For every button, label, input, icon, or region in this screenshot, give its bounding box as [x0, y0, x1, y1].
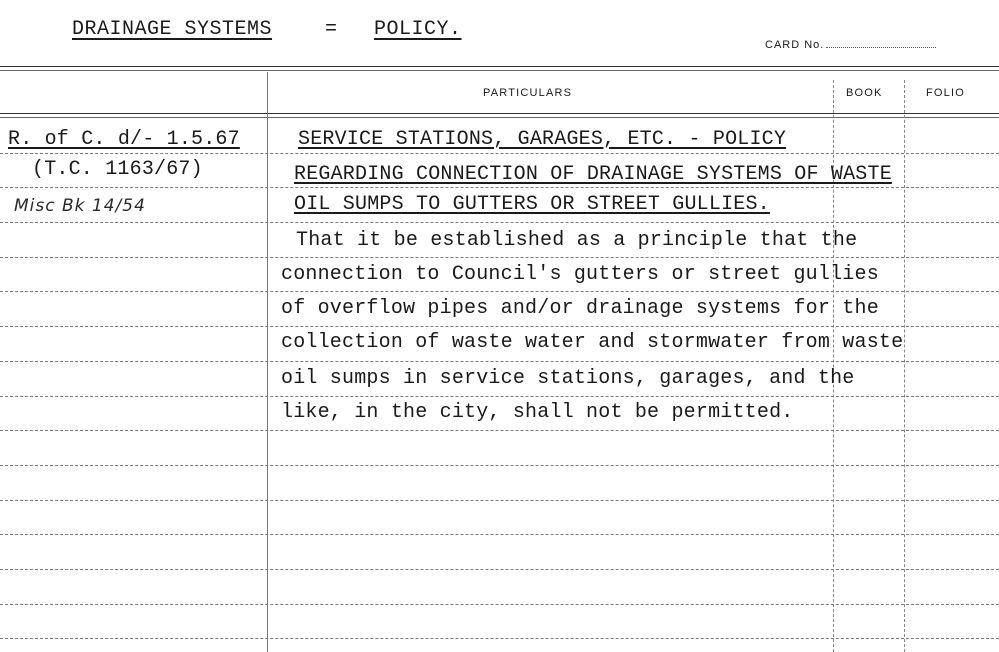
town-clerk-reference: (T.C. 1163/67) [32, 158, 203, 181]
folio-column-divider [904, 80, 905, 652]
ruled-line [0, 500, 999, 501]
ruled-line [0, 153, 999, 154]
ruled-line [0, 638, 999, 639]
particulars-line-7: collection of waste water and stormwater from waste [281, 331, 904, 354]
handwritten-book-reference: Misc Bk 14/54 [14, 196, 146, 216]
header-rule-secondary [0, 117, 999, 118]
card-title-subject: DRAINAGE SYSTEMS [72, 18, 273, 41]
folio-header: FOLIO [926, 87, 966, 99]
council-resolution-reference: R. of C. d/- 1.5.67 [8, 128, 240, 151]
particulars-line-6: of overflow pipes and/or drainage systems for the [281, 297, 879, 320]
top-rule [0, 66, 999, 67]
ruled-line [0, 291, 999, 292]
ruled-line [0, 257, 999, 258]
particulars-line-5: connection to Council's gutters or street gullies [281, 263, 879, 286]
ruled-line [0, 396, 999, 397]
book-header: BOOK [846, 87, 883, 99]
ruled-line [0, 222, 999, 223]
particulars-line-8: oil sumps in service stations, garages, and the [281, 367, 855, 390]
particulars-header: PARTICULARS [483, 87, 573, 99]
ruled-line [0, 534, 999, 535]
ruled-line [0, 465, 999, 466]
ruled-line [0, 187, 999, 188]
ruled-line [0, 326, 999, 327]
particulars-line-9: like, in the city, shall not be permitted. [281, 401, 794, 424]
ruled-line [0, 604, 999, 605]
title-separator: = [325, 18, 338, 41]
ruled-line [0, 430, 999, 431]
ruled-line [0, 569, 999, 570]
card-number-label: CARD No. [765, 39, 825, 51]
card-number-field [765, 38, 936, 51]
card-title-type: POLICY. [374, 18, 462, 41]
top-rule-secondary [0, 70, 999, 71]
particulars-line-1: SERVICE STATIONS, GARAGES, ETC. - POLICY [298, 128, 787, 151]
ruled-line [0, 361, 999, 362]
particulars-line-4: That it be established as a principle that the [296, 229, 858, 252]
card-number-blank [826, 38, 936, 48]
particulars-line-2: REGARDING CONNECTION OF DRAINAGE SYSTEMS OF WASTE [294, 163, 892, 186]
particulars-line-3: OIL SUMPS TO GUTTERS OR STREET GULLIES. [294, 193, 770, 216]
header-rule [0, 113, 999, 114]
date-column-divider [267, 72, 268, 652]
